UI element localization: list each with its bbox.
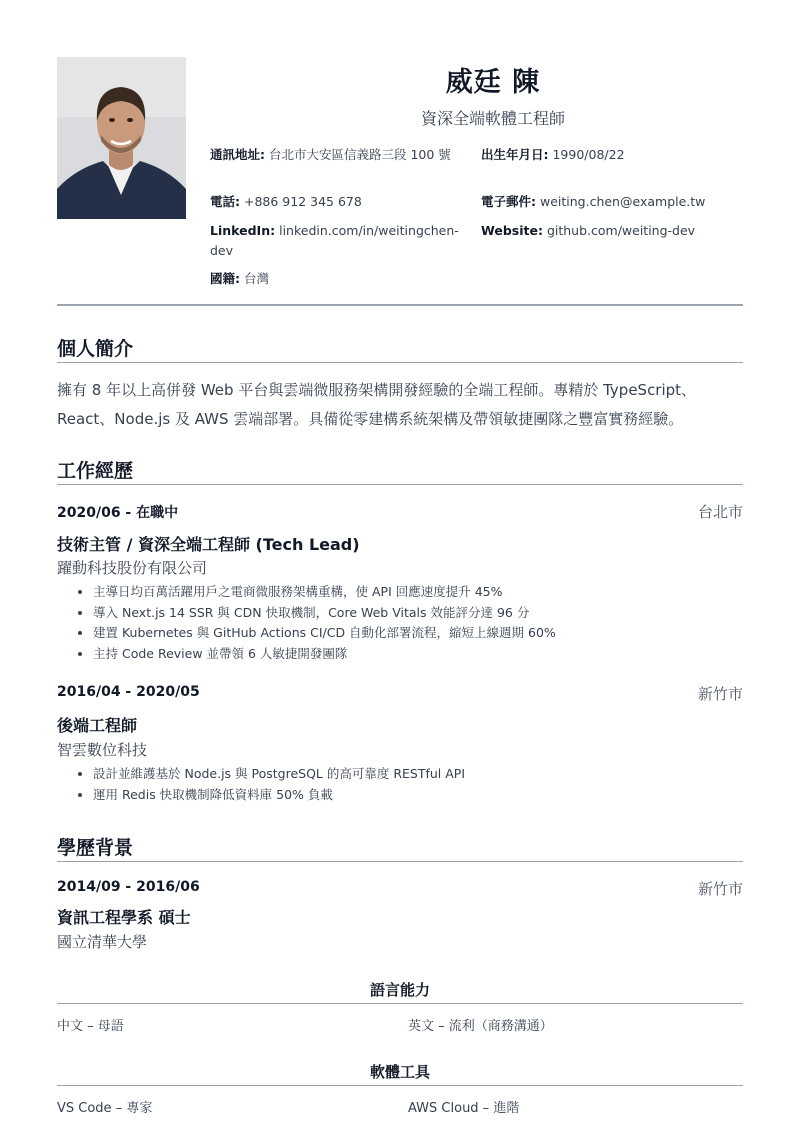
linkedin-link[interactable]: linkedin.com/in/weitingchen-dev xyxy=(210,223,459,258)
job-role: 後端工程師 xyxy=(57,716,138,735)
language-item: 英文 – 流利（商務溝通） xyxy=(408,1019,553,1034)
languages-divider xyxy=(57,1003,743,1004)
email-label: 電子郵件: xyxy=(481,194,536,209)
job-bullets xyxy=(57,764,465,805)
tool-item: AWS Cloud – 進階 xyxy=(408,1101,520,1116)
linkedin-label: LinkedIn: xyxy=(210,223,276,238)
header-divider xyxy=(57,304,743,306)
birth-info xyxy=(481,145,743,165)
profile-photo xyxy=(57,57,186,219)
address-label: 通訊地址: xyxy=(210,147,265,162)
nationality-info xyxy=(210,269,462,289)
address-info xyxy=(210,145,462,165)
summary-heading: 個人簡介 xyxy=(57,338,134,360)
candidate-name: 威廷 陳 xyxy=(445,67,541,98)
job-dates: 2016/04 - 2020/05 xyxy=(57,684,200,700)
language-item: 中文 – 母語 xyxy=(57,1019,124,1034)
tools-divider xyxy=(57,1085,743,1086)
experience-heading: 工作經歷 xyxy=(57,460,134,482)
website-label: Website: xyxy=(481,223,543,238)
job-company: 智雲數位科技 xyxy=(57,741,148,759)
education-location: 新竹市 xyxy=(697,880,743,898)
languages-heading: 語言能力 xyxy=(369,981,430,999)
phone-info xyxy=(210,192,462,212)
experience-divider xyxy=(57,484,743,485)
job-title: 資深全端軟體工程師 xyxy=(420,109,565,128)
list-item: • 導入 Next.js 14 SSR 與 CDN 快取機制，Core Web Vitals 效能評分達 96 分 xyxy=(93,603,556,624)
education-heading: 學歷背景 xyxy=(57,837,134,859)
job-dates: 2020/06 - 在職中 xyxy=(57,505,179,521)
education-divider xyxy=(57,861,743,862)
tools-heading: 軟體工具 xyxy=(369,1063,430,1081)
job-bullets xyxy=(57,582,556,664)
education-degree: 資訊工程學系 碩士 xyxy=(57,908,191,927)
list-item: • 主持 Code Review 並帶領 6 人敏捷開發團隊 xyxy=(93,644,556,665)
birth-value: 1990/08/22 xyxy=(552,147,625,162)
birth-label: 出生年月日: xyxy=(481,147,549,162)
list-item: • 建置 Kubernetes 與 GitHub Actions CI/CD 自動化部署流程，縮短上線週期 60% xyxy=(93,623,556,644)
linkedin-info xyxy=(210,221,462,261)
job-location: 新竹市 xyxy=(697,685,743,703)
education-school: 國立清華大學 xyxy=(57,933,148,951)
summary-divider xyxy=(57,362,743,363)
job-role: 技術主管 / 資深全端工程師 (Tech Lead) xyxy=(57,535,360,554)
email-link[interactable]: weiting.chen@example.tw xyxy=(539,194,706,209)
list-item: • 設計並維護基於 Node.js 與 PostgreSQL 的高可靠度 RESTful API xyxy=(93,764,465,785)
address-value: 台北市大安區信義路三段 100 號 xyxy=(268,147,451,162)
nationality-label: 國籍: xyxy=(210,271,240,286)
list-item: • 運用 Redis 快取機制降低資料庫 50% 負載 xyxy=(93,785,465,806)
job-company: 躍動科技股份有限公司 xyxy=(57,559,208,577)
website-info xyxy=(481,221,743,241)
nationality-value: 台灣 xyxy=(243,271,269,286)
phone-label: 電話: xyxy=(210,194,240,209)
email-info xyxy=(481,192,743,212)
website-link[interactable]: github.com/weiting-dev xyxy=(546,223,696,238)
list-item: • 主導日均百萬活躍用戶之電商微服務架構重構，使 API 回應速度提升 45% xyxy=(93,582,556,603)
summary-text: 擁有 8 年以上高併發 Web 平台與雲端微服務架構開發經驗的全端工程師。專精於 TypeScript、React、Node.js 及 AWS 雲端部署。具備從零建構系統架構及帶領敏捷團隊之豐富實務經驗。 xyxy=(57,381,697,428)
phone-value: +886 912 345 678 xyxy=(243,194,362,209)
tool-item: VS Code – 專家 xyxy=(57,1101,153,1116)
job-location: 台北市 xyxy=(697,503,743,521)
education-dates: 2014/09 - 2016/06 xyxy=(57,879,200,895)
